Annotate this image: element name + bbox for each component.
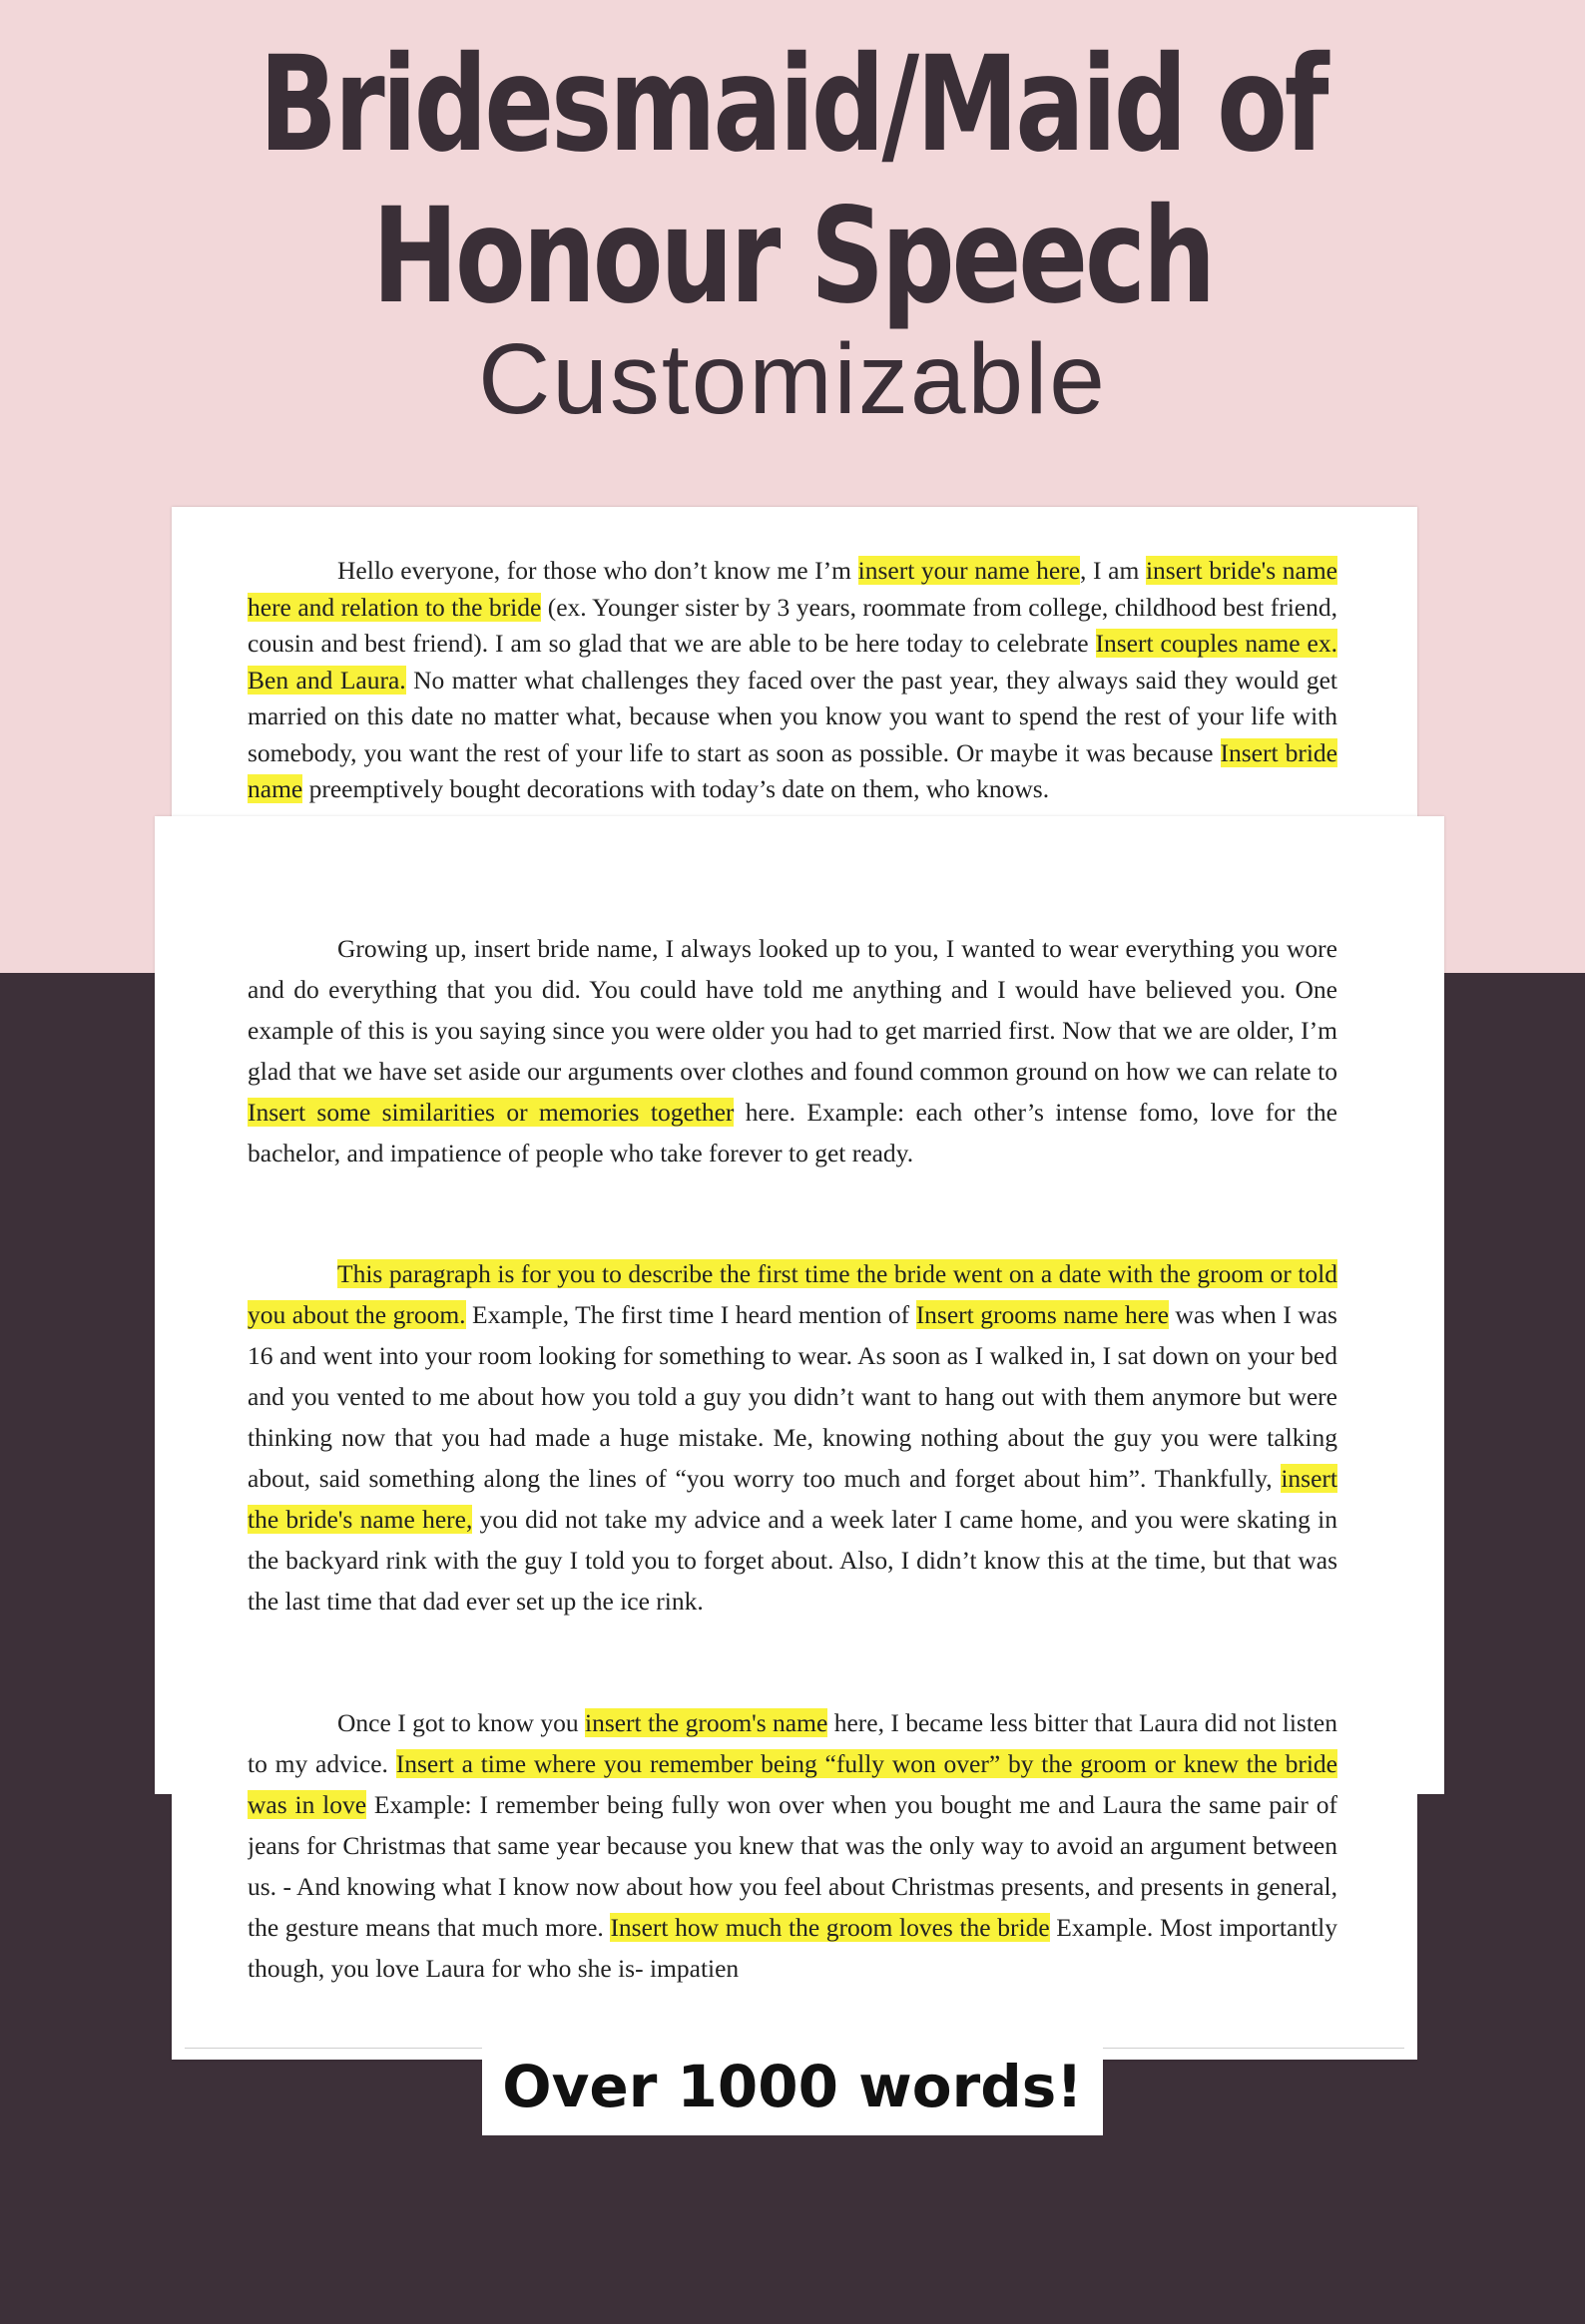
highlighted-placeholder: insert the groom's name bbox=[584, 1708, 828, 1737]
text-segment: Hello everyone, for those who don’t know me I’m bbox=[337, 556, 858, 585]
highlighted-placeholder: insert bride's name here and relation to the bride bbox=[248, 556, 1338, 622]
text-segment: was when I was 16 and went into your room looking for something to wear. As soon as I walked in, I sat down on your bed and you vented to me about how you told a guy you didn’t want to hang out with them anymore but were thinking now that you had made a huge mistake. Me, knowing nothing about the guy you were talking about, said something along the lines of “you worry too much and forget about him”. Thankfully, bbox=[248, 1300, 1337, 1493]
title-line-1: Bridesmaid/Maid of bbox=[259, 28, 1326, 182]
highlighted-placeholder: Insert some similarities or memories together bbox=[248, 1098, 735, 1127]
text-segment: Example, The first time I heard mention of bbox=[465, 1300, 916, 1329]
subtitle: Customizable bbox=[478, 323, 1107, 435]
text-segment: (ex. Younger sister by 3 years, roommate from college, childhood best friend, cousin and best friend). I am so glad that we are able to be here today to celebrate bbox=[248, 592, 1337, 658]
text-segment: you did not take my advice and a week later I came home, and you were skating in the backyard rink with the guy I told you to forget about. Also, I didn’t know this at the time, but that was the last time that dad ever set up the ice rink. bbox=[248, 1505, 1337, 1616]
word-count-badge bbox=[482, 2038, 1103, 2135]
text-segment: Once I got to know you bbox=[337, 1708, 585, 1737]
highlighted-placeholder: insert the bride's name here, bbox=[248, 1464, 1337, 1534]
text-segment: No matter what challenges they faced over the past year, they always said they would get married on this date no matter what, because when you know you want to spend the rest of your life with somebody, you want the rest of your life to start as soon as possible. Or maybe it was because bbox=[248, 665, 1337, 767]
highlighted-placeholder: Insert grooms name here bbox=[915, 1300, 1169, 1329]
text-segment: , I am bbox=[1080, 556, 1146, 585]
text-segment: Example: I remember being fully won over when you bought me and Laura the same pair of jeans for Christmas that same year because you knew that was the only way to avoid an argument between us. - And knowing what I know now about how you feel about Christmas presents, and presents in general, the gesture means that much more. bbox=[248, 1790, 1337, 1942]
highlighted-placeholder: Insert bride name bbox=[248, 737, 1337, 803]
speech-paragraph-1 bbox=[248, 553, 1337, 808]
text-segment: preemptively bought decorations with today’s date on them, who knows. bbox=[302, 774, 1050, 803]
highlighted-placeholder: This paragraph is for you to describe the first time the bride went on a date with the groom or told you about the groom. bbox=[248, 1259, 1337, 1329]
text-segment: Growing up, insert bride name, I always looked up to you, I wanted to wear everything you wore and do everything that you did. You could have told me anything and I would have believed you. One example of this is you saying since you were older you had to get married first. Now that we are older, I’m glad that we have set aside our arguments over clothes and found common ground on how we can relate to bbox=[248, 934, 1337, 1086]
speech-paragraph-4 bbox=[248, 1702, 1337, 2030]
text-segment: here. Example: each other’s intense fomo, love for the bachelor, and impatience of people who take forever to get ready. bbox=[248, 1098, 1337, 1167]
badge-label: Over 1000 words! bbox=[502, 2053, 1083, 2120]
text-segment: Example. Most importantly though, you love Laura for who she is- impatien bbox=[248, 1913, 1337, 1983]
speech-paragraph-2 bbox=[248, 928, 1337, 1173]
highlighted-placeholder: Insert how much the groom loves the bride bbox=[610, 1913, 1050, 1942]
highlighted-placeholder: Insert couples name ex. Ben and Laura. bbox=[248, 629, 1337, 695]
highlighted-placeholder: insert your name here bbox=[857, 556, 1081, 585]
highlighted-placeholder: Insert a time where you remember being “fully won over” by the groom or knew the bride was in love bbox=[248, 1749, 1337, 1819]
speech-paragraph-3 bbox=[248, 1253, 1337, 1622]
text-segment: here, I became less bitter that Laura did not listen to my advice. bbox=[248, 1708, 1337, 1778]
title-line-2: Honour Speech bbox=[371, 180, 1214, 333]
